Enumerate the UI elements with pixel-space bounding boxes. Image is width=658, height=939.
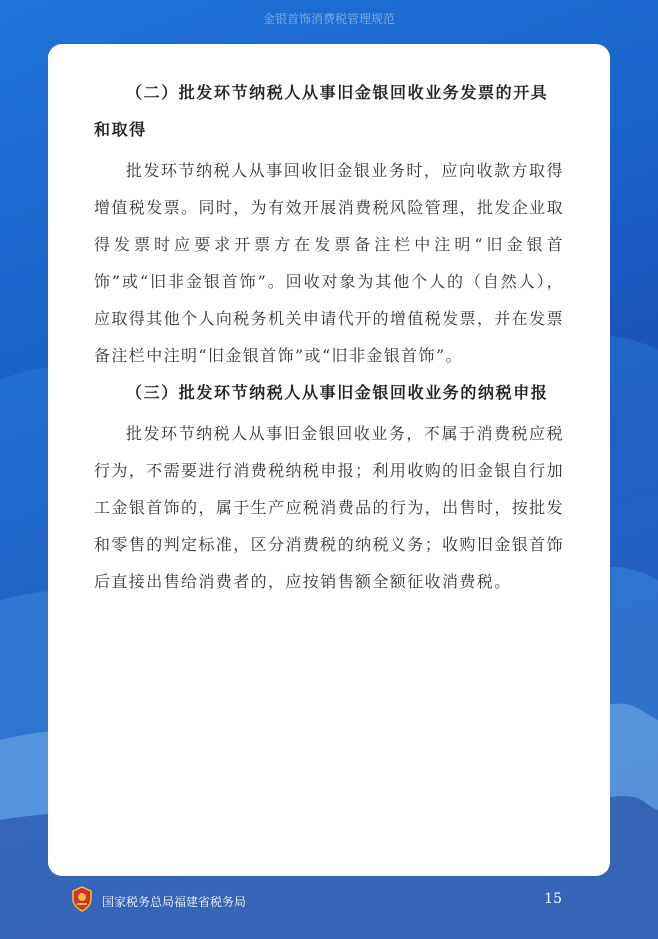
section-heading-2: （二）批发环节纳税人从事旧金银回收业务发票的开具和取得	[94, 83, 549, 139]
section-paragraph-2: 批发环节纳税人从事回收旧金银业务时，应向收款方取得增值税发票。同时，为有效开展消费税风险管理，批发企业取得发票时应要求开票方在发票备注栏中注明“旧金银首饰”或“旧非金银首饰”。回收对象为其他个人的（自然人），应取得其他个人向税务机关申请代开的增值税发票，并在发票备注栏中注明“旧金银首饰”或“旧非金银首饰”。	[94, 161, 564, 365]
page-number: 15	[544, 891, 562, 907]
section-heading-3: （三）批发环节纳税人从事旧金银回收业务的纳税申报	[126, 383, 549, 402]
content-card	[48, 44, 610, 876]
tax-emblem-icon	[70, 886, 94, 912]
agency-name: 国家税务总局福建省税务局	[102, 895, 247, 909]
section-paragraph-3: 批发环节纳税人从事旧金银回收业务，不属于消费税应税行为，不需要进行消费税纳税申报；利用收购的旧金银自行加工金银首饰的，属于生产应税消费品的行为，出售时，按批发和零售的判定标准，区分消费税的纳税义务；收购旧金银首饰后直接出售给消费者的，应按销售额全额征收消费税。	[94, 424, 564, 591]
page-footer	[0, 884, 658, 924]
running-header: 金银首饰消费税管理规范	[262, 12, 395, 26]
